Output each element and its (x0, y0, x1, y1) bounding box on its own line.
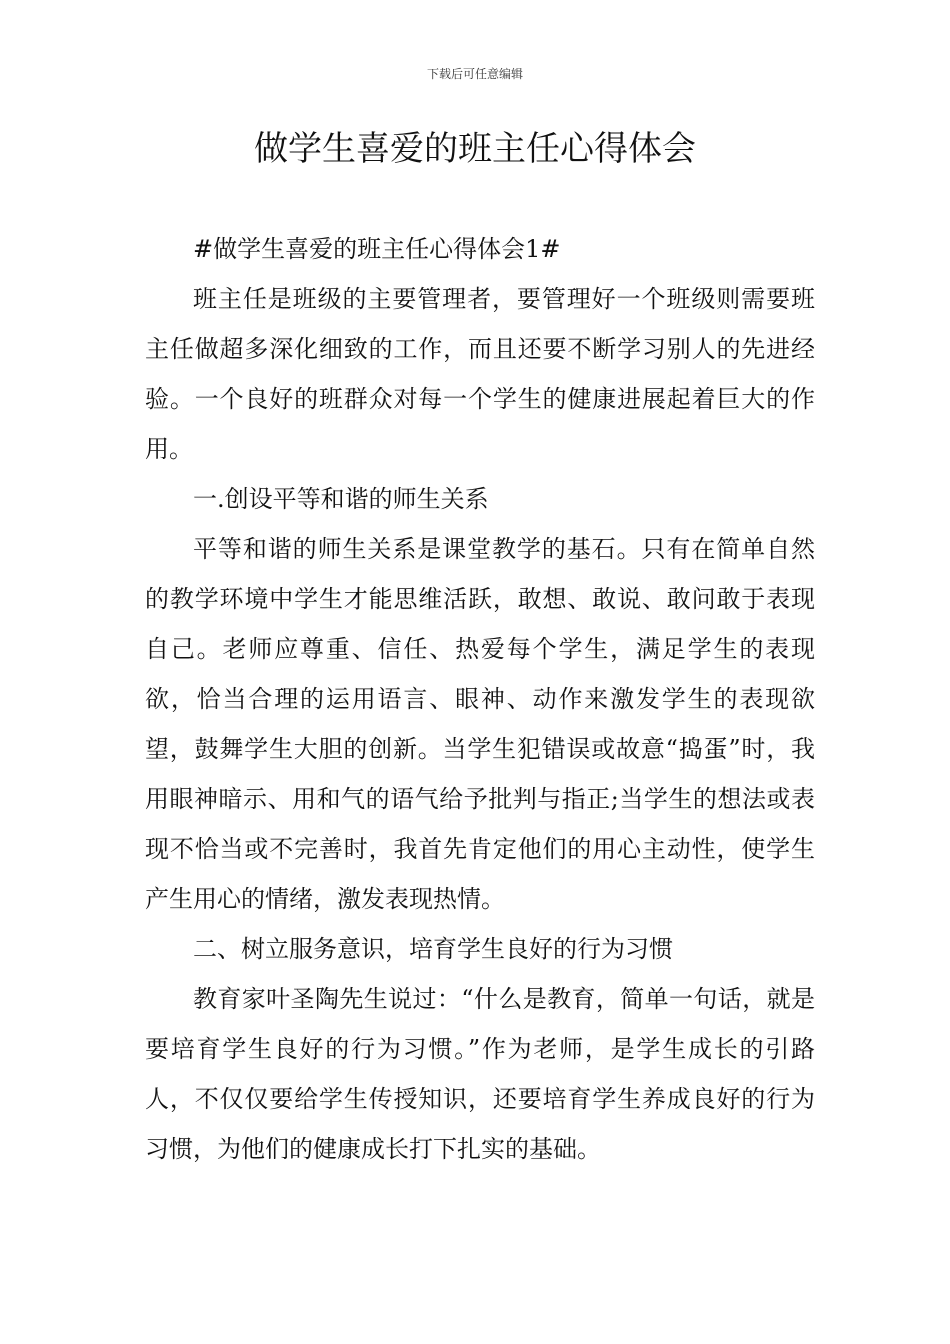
body-paragraph: 平等和谐的师生关系是课堂教学的基石。只有在简单自然的教学环境中学生才能思维活跃，敢想、敢说、敢问敢于表现自己。老师应尊重、信任、热爱每个学生，满足学生的表现欲，恰当合理的运用语言、眼神、动作来激发学生的表现欲望，鼓舞学生大胆的创新。当学生犯错误或故意“捣蛋”时，我用眼神暗示、用和气的语气给予批判与指正;当学生的想法或表现不恰当或不完善时，我首先肯定他们的用心主动性，使学生产生用心的情绪，激发表现热情。 (145, 535, 815, 913)
section-heading-2: 一.创设平等和谐的师生关系 (193, 485, 489, 513)
document-title: 做学生喜爱的班主任心得体会 (254, 129, 696, 169)
body-paragraph: 教育家叶圣陶先生说过：“什么是教育，简单一句话，就是要培育学生良好的行为习惯。”作为老师，是学生成长的引路人，不仅仅要给学生传授知识，还要培育学生养成良好的行为习惯，为他们的健康成长打下扎实的基础。 (145, 985, 815, 1163)
header-note: 下载后可任意编辑 (426, 67, 523, 81)
section-heading-1: #做学生喜爱的班主任心得体会1# (193, 235, 561, 263)
intro-paragraph: 班主任是班级的主要管理者，要管理好一个班级则需要班主任做超多深化细致的工作，而且还要不断学习别人的先进经验。一个良好的班群众对每一个学生的健康进展起着巨大的作用。 (145, 285, 815, 463)
document-body (145, 224, 815, 1174)
section-heading-3: 二、树立服务意识，培育学生良好的行为习惯 (193, 935, 673, 963)
